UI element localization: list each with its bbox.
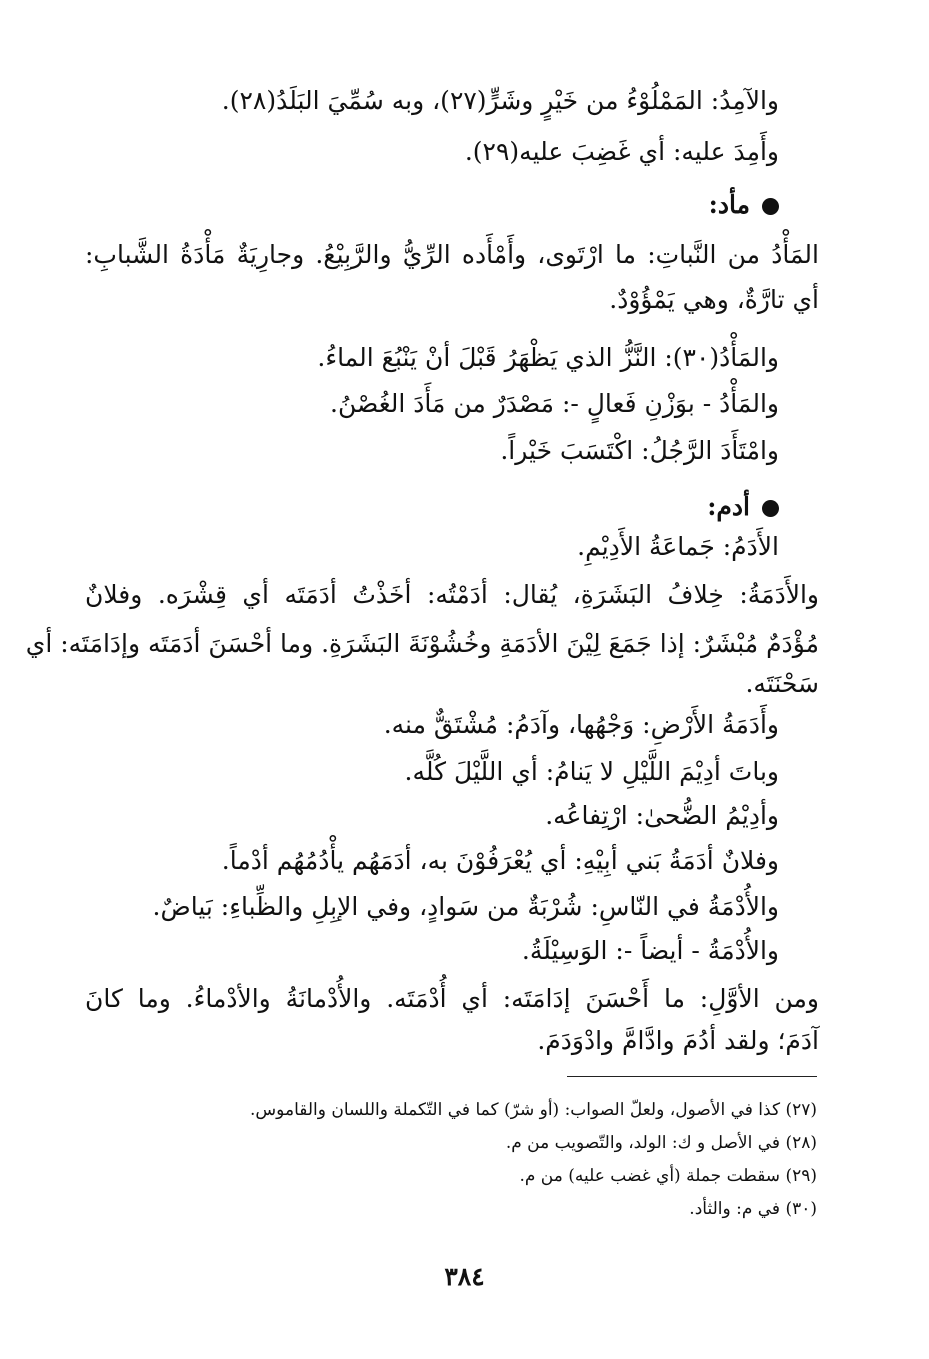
text-line: آدَمَ؛ ولقد أدُمَ وادَّامَّ وادْوَدَمَ. xyxy=(537,1026,819,1055)
text-line: والمَأْدُ(٣٠): النَّزُّ الذي يَظْهَرُ قَبْلَ أنْ يَنْبُعَ الماءُ. xyxy=(317,343,779,372)
footnote-29: (٢٩) سقطت جملة (أي غضب عليه) من م. xyxy=(519,1166,817,1186)
entry-heading-label: مأد: xyxy=(708,190,750,219)
text-line: الأَدَمُ: جَماعَةُ الأَدِيْمِ. xyxy=(577,532,779,561)
bullet-icon xyxy=(762,198,779,215)
text-line: وأَمِدَ عليه: أي غَضِبَ عليه(٢٩). xyxy=(464,137,779,166)
text-line: سَحْنَتَه. xyxy=(745,669,819,698)
text-line: مُؤْدَمٌ مُبْشَرٌ: إذا جَمَعَ لِيْنَ الأدَمَةِ وخُشُوْنَةَ البَشَرَةِ. وما أحْسَنَ أدَمَتَه وإدَامَتَه: أي xyxy=(25,629,819,658)
text-line: والأَدَمَةُ: خِلافُ البَشَرَةِ، يُقال: أدَمْتُه: أخَذْتُ أدَمَتَه أي قِشْرَه. وفلانٌ xyxy=(85,580,819,609)
text-line: وباتَ أدِيْمَ اللَّيْلِ لا يَنامُ: أي اللَّيْلَ كُلَّه. xyxy=(404,757,779,786)
footnote-divider xyxy=(567,1076,817,1077)
footnote-27: (٢٧) كذا في الأصول، ولعلّ الصواب: (أو شرّ) كما في التّكملة واللسان والقاموس. xyxy=(250,1100,817,1120)
footnote-30: (٣٠) في م: والثأد. xyxy=(689,1199,817,1219)
text-line: وامْتَأَدَ الرَّجُلُ: اكْتَسَبَ خَيْراً. xyxy=(500,436,779,465)
text-line: ومن الأوَّلِ: ما أَحْسَنَ إدَامَتَه: أي أُدْمَتَه. والأُدْمانَةُ والأدْماءُ. وما كانَ xyxy=(85,984,819,1013)
bullet-icon xyxy=(762,500,779,517)
page-number: ٣٨٤ xyxy=(444,1262,485,1291)
entry-heading-adam xyxy=(707,490,779,524)
text-line: والآمِدُ: المَمْلُوْءُ من خَيْرٍ وشَرٍّ(٢٧)، وبه سُمِّيَ البَلَدُ(٢٨). xyxy=(221,86,779,115)
entry-heading-label: أدم: xyxy=(707,492,750,521)
text-line: والأُدْمَةُ - أيضاً -: الوَسِيْلَةُ. xyxy=(521,936,779,965)
text-line: وأَدَمَةُ الأَرْضِ: وَجْهُها، وآدَمُ: مُشْتَقٌّ منه. xyxy=(383,710,779,739)
entry-heading-maad xyxy=(709,188,779,222)
text-line: وفلانٌ أدَمَةُ بَني أبِيْهِ: أي يُعْرَفُوْنَ به، أدَمَهُم يأْدُمُهُم أدْماً. xyxy=(221,846,779,875)
text-line: وأدِيْمُ الضُّحىٰ: ارْتِفاعُه. xyxy=(545,801,779,830)
text-line: والمَأْدُ - بوَزْنِ فَعالٍ -: مَصْدَرٌ من مَأَدَ الغُصْنُ. xyxy=(330,389,779,418)
text-line: أي تارَّةٌ، وهي يَمْؤُوْدٌ. xyxy=(609,285,819,314)
footnote-28: (٢٨) في الأصل و ك: الولد، والتّصويب من م. xyxy=(505,1133,817,1153)
text-line: المَأْدُ من النَّباتِ: ما ارْتَوى، وأَمْأَده الرِّيُّ والرَّبِيْعُ. وجارِيَةٌ مَأْدَةُ الشَّبابِ: xyxy=(85,240,819,269)
text-line: والأُدْمَةُ في النّاسِ: شُرْبَةٌ من سَوادٍ، وفي الإبِلِ والظِّباءِ: بَياضٌ. xyxy=(152,892,779,921)
